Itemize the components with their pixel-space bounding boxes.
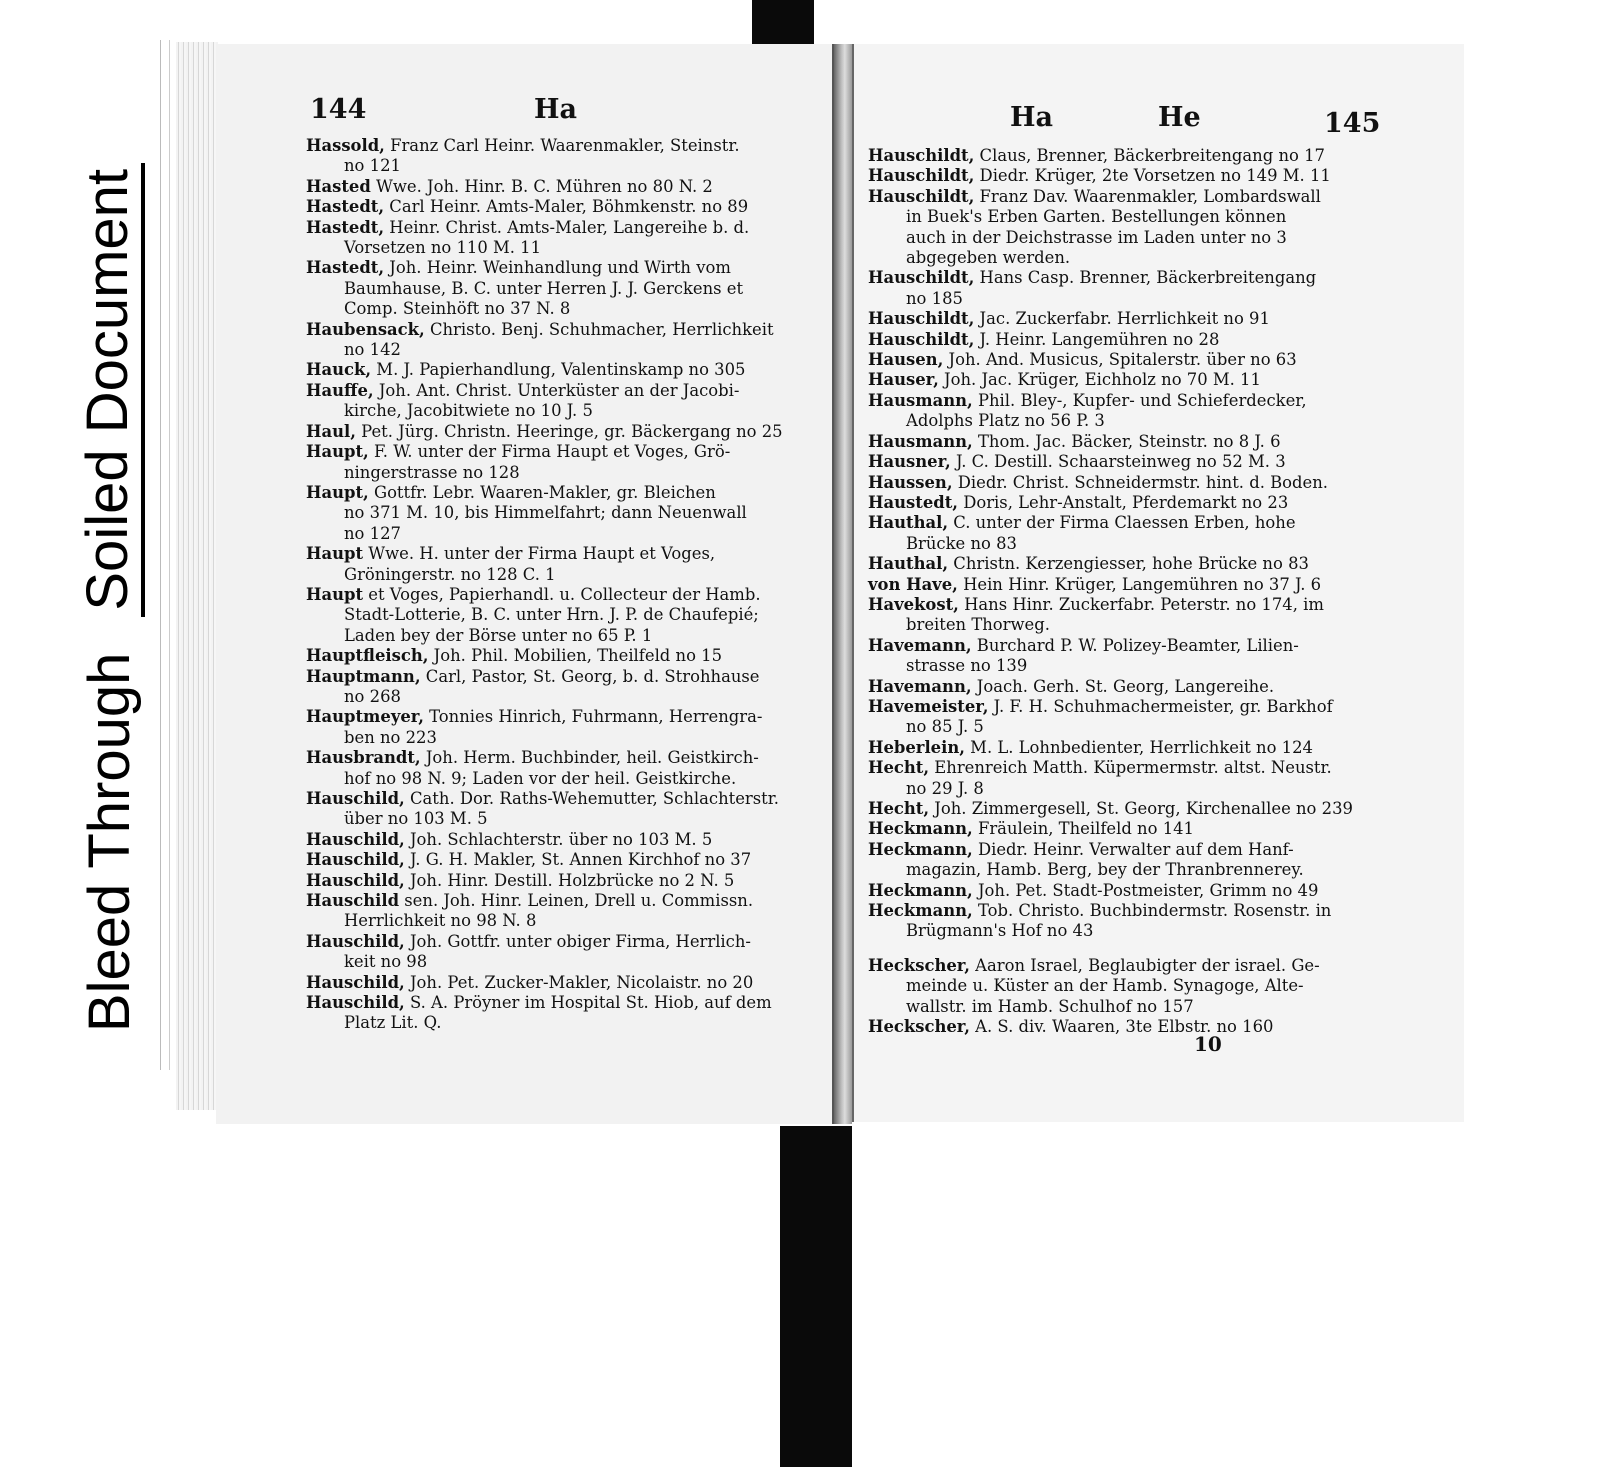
entry-details: Diedr. Heinr. Verwalter auf dem Hanf- [972, 839, 1294, 859]
entry-surname: Hausmann, [868, 390, 973, 410]
entry-details: Ehrenreich Matth. Küpermermstr. altst. Neustr. [929, 758, 1332, 778]
entry-surname: Hauser, [868, 370, 939, 390]
directory-entry [868, 840, 1368, 860]
entry-details: Cath. Dor. Raths-Wehemutter, Schlachterstr. [404, 789, 779, 808]
left-page [216, 44, 834, 1124]
entry-surname: Hastedt, [306, 197, 385, 217]
entry-details: Carl, Pastor, St. Georg, b. d. Strohhause [420, 666, 760, 686]
directory-entry [306, 973, 826, 993]
directory-entry [306, 544, 826, 564]
directory-entry [306, 707, 826, 727]
entry-details: M. J. Papierhandlung, Valentinskamp no 305 [371, 360, 746, 380]
entry-details: et Voges, Papierhandl. u. Collecteur der Hamb. [363, 584, 761, 604]
entry-details: Joh. Gottfr. unter obiger Firma, Herrlich- [404, 931, 751, 951]
right-page [852, 44, 1464, 1122]
entry-continuation: auch in der Deichstrasse im Laden unter no 3 [906, 227, 1287, 247]
entry-surname: Hausen, [868, 350, 944, 370]
entry-surname: Hausmann, [868, 431, 973, 451]
entry-surname: Haupt [306, 544, 364, 564]
entry-details: Doris, Lehr-Anstalt, Pferdemarkt no 23 [958, 492, 1289, 512]
entry-continuation: keit no 98 [344, 952, 428, 972]
directory-entry [306, 177, 826, 197]
directory-entry [868, 738, 1368, 758]
right-running-header-right: He [1158, 102, 1201, 133]
entry-surname: Hauschild, [306, 789, 405, 808]
entry-details: Joh. Hinr. Destill. Holzbrücke no 2 N. 5 [404, 870, 735, 890]
directory-entry [868, 330, 1368, 350]
entry-details: Carl Heinr. Amts-Maler, Böhmkenstr. no 89 [384, 197, 749, 217]
entry-surname: Haupt, [306, 442, 369, 462]
directory-entry [868, 513, 1368, 533]
entry-details: Jac. Zuckerfabr. Herrlichkeit no 91 [974, 309, 1270, 329]
spine-top [752, 0, 814, 44]
directory-entry [306, 585, 826, 605]
entry-continuation: Brügmann's Hof no 43 [906, 921, 1094, 941]
entry-surname: Heckscher, [868, 955, 970, 975]
entry-surname: Haupt, [306, 482, 369, 502]
entry-surname: Haubensack, [306, 319, 425, 339]
entry-surname: Havemann, [868, 676, 972, 696]
entry-surname: Hauschild, [306, 931, 405, 951]
entry-details: J. G. H. Makler, St. Annen Kirchhof no 37 [404, 850, 752, 870]
entry-surname: Heckmann, [868, 819, 973, 839]
catchword: 10 [1194, 1032, 1222, 1056]
entry-surname: Heberlein, [868, 737, 965, 757]
entry-continuation: in Buek's Erben Garten. Bestellungen können [906, 207, 1287, 227]
entry-surname: Havemeister, [868, 696, 989, 716]
entry-continuation: Adolphs Platz no 56 P. 3 [906, 411, 1105, 431]
divider-tab [160, 40, 170, 1070]
entry-continuation: no 85 J. 5 [906, 717, 984, 737]
entry-surname: Hauschild, [306, 972, 405, 992]
entry-surname: Hecht, [868, 799, 930, 818]
entry-continuation: abgegeben werden. [906, 248, 1071, 268]
entry-surname: Hauthal, [868, 513, 949, 533]
entry-surname: Hauptmann, [306, 666, 421, 686]
entry-continuation: über no 103 M. 5 [344, 809, 488, 829]
entry-continuation: Laden bey der Börse unter no 65 P. 1 [344, 625, 653, 645]
entry-details: Joh. Pet. Zucker-Makler, Nicolaistr. no 20 [404, 972, 754, 992]
entry-details: Joh. And. Musicus, Spitalerstr. über no 63 [943, 350, 1297, 370]
directory-entry [306, 646, 826, 666]
entry-continuation: hof no 98 N. 9; Laden vor der heil. Geistkirche. [344, 768, 737, 788]
directory-entry [868, 758, 1368, 778]
bleed-soiled-stamp [44, 80, 174, 1115]
directory-entry [868, 956, 1368, 976]
entry-details: J. C. Destill. Schaarsteinweg no 52 M. 3 [950, 452, 1286, 472]
directory-entry [306, 320, 826, 340]
entry-continuation: Comp. Steinhöft no 37 N. 8 [344, 299, 571, 319]
directory-entry [868, 819, 1368, 839]
entry-surname: Hauck, [306, 360, 372, 380]
entry-details: S. A. Pröyner im Hospital St. Hiob, auf dem [404, 993, 772, 1013]
entry-details: Burchard P. W. Polizey-Beamter, Lilien- [971, 635, 1299, 655]
directory-entry [868, 881, 1368, 901]
directory-entry [868, 575, 1368, 595]
directory-entry [868, 901, 1368, 921]
entry-surname: Hecht, [868, 758, 930, 778]
entry-surname: Heckmann, [868, 880, 973, 900]
entry-continuation: no 127 [344, 523, 401, 543]
directory-entry [306, 748, 826, 768]
entry-details: F. W. unter der Firma Haupt et Voges, Grö- [368, 442, 731, 462]
entry-surname: Hausner, [868, 452, 951, 472]
entry-continuation: no 29 J. 8 [906, 778, 984, 798]
entry-details: Diedr. Krüger, 2te Vorsetzen no 149 M. 11 [974, 166, 1331, 186]
entry-continuation: Herrlichkeit no 98 N. 8 [344, 911, 537, 931]
entry-details: Joh. Phil. Mobilien, Theilfeld no 15 [428, 646, 723, 666]
book-gutter [834, 44, 852, 1124]
entry-continuation: wallstr. im Hamb. Schulhof no 157 [906, 996, 1194, 1016]
entry-continuation: Gröningerstr. no 128 C. 1 [344, 564, 556, 584]
entry-surname: Hasted [306, 176, 371, 196]
entry-surname: Hauschildt, [868, 268, 975, 288]
entry-surname: Hauschildt, [868, 146, 975, 165]
entry-surname: Hauschild, [306, 850, 405, 870]
entry-details: Hans Hinr. Zuckerfabr. Peterstr. no 174, im [958, 594, 1324, 614]
directory-entry [306, 197, 826, 217]
right-running-header-left: Ha [1010, 102, 1054, 133]
entry-continuation: Platz Lit. Q. [344, 1013, 442, 1033]
entry-details: J. Heinr. Langemühren no 28 [974, 329, 1220, 349]
entry-surname: Hauschildt, [868, 329, 975, 349]
entry-surname: Haustedt, [868, 492, 958, 512]
entry-surname: Hauschildt, [868, 186, 975, 206]
directory-entry [306, 891, 826, 911]
left-running-header: Ha [534, 94, 578, 125]
entry-continuation: Stadt-Lotterie, B. C. unter Hrn. J. P. de Chaufepié; [344, 605, 759, 625]
entry-continuation: breiten Thorweg. [906, 615, 1050, 635]
entry-details: Joh. Jac. Krüger, Eichholz no 70 M. 11 [938, 370, 1261, 390]
entry-details: J. F. H. Schuhmachermeister, gr. Barkhof [988, 696, 1333, 716]
entry-details: C. unter der Firma Claessen Erben, hohe [948, 513, 1296, 533]
directory-entry [306, 871, 826, 891]
entry-surname: Hauschildt, [868, 166, 975, 186]
directory-entry [868, 493, 1368, 513]
entry-surname: Hastedt, [306, 217, 385, 237]
directory-entry [868, 309, 1368, 329]
page-edge-stack [176, 42, 218, 1110]
entry-surname: Hauschild, [306, 829, 405, 849]
entry-surname: Haul, [306, 421, 356, 441]
entry-continuation: no 121 [344, 156, 401, 176]
entry-details: Wwe. H. unter der Firma Haupt et Voges, [363, 544, 716, 564]
entry-details: Joach. Gerh. St. Georg, Langereihe. [971, 676, 1275, 696]
entry-details: Phil. Bley-, Kupfer- und Schieferdecker, [972, 390, 1307, 410]
entry-surname: Hauptmeyer, [306, 707, 424, 727]
entry-details: Joh. Herm. Buchbinder, heil. Geistkirch- [420, 748, 759, 768]
directory-entry [306, 830, 826, 850]
entry-details: Tonnies Hinrich, Fuhrmann, Herrengra- [423, 707, 763, 727]
directory-entry [868, 432, 1368, 452]
entry-details: Diedr. Christ. Schneidermstr. hint. d. Boden. [952, 472, 1328, 492]
entry-continuation: kirche, Jacobitwiete no 10 J. 5 [344, 401, 593, 421]
entry-surname: Havekost, [868, 594, 959, 614]
directory-entry [306, 136, 826, 156]
entry-continuation: Vorsetzen no 110 M. 11 [344, 238, 542, 258]
directory-entry [868, 636, 1368, 656]
directory-entry [306, 360, 826, 380]
entry-details: Gottfr. Lebr. Waaren-Makler, gr. Bleichen [368, 482, 716, 502]
entry-continuation: no 268 [344, 686, 401, 706]
directory-entry [868, 391, 1368, 411]
entry-details: Joh. Pet. Stadt-Postmeister, Grimm no 49 [972, 880, 1319, 900]
right-page-number: 145 [1324, 108, 1381, 139]
directory-entry [306, 993, 826, 1013]
stamp-label [44, 80, 174, 1115]
directory-entry [868, 697, 1368, 717]
directory-entry [868, 350, 1368, 370]
right-entry-list [868, 146, 1368, 1037]
entry-surname: Heckscher, [868, 1017, 970, 1037]
entry-details: Fräulein, Theilfeld no 141 [972, 819, 1194, 839]
stamp-bleed-text: Bleed Through [76, 652, 142, 1033]
entry-details: Joh. Zimmergesell, St. Georg, Kirchenallee no 239 [929, 799, 1353, 818]
directory-entry [868, 166, 1368, 186]
entry-details: Joh. Schlachterstr. über no 103 M. 5 [404, 829, 713, 849]
entry-details: Thom. Jac. Bäcker, Steinstr. no 8 J. 6 [972, 431, 1281, 451]
entry-surname: von Have, [868, 574, 958, 594]
entry-surname: Hauschild, [306, 870, 405, 890]
directory-entry [868, 473, 1368, 493]
left-entry-list [306, 136, 826, 1034]
spine-bottom [780, 1126, 852, 1467]
directory-entry [868, 554, 1368, 574]
directory-entry [306, 381, 826, 401]
entry-surname: Haussen, [868, 472, 953, 492]
directory-entry [868, 146, 1368, 166]
entry-details: Hans Casp. Brenner, Bäckerbreitengang [974, 268, 1317, 288]
entry-details: Joh. Ant. Christ. Unterküster an der Jacobi- [373, 380, 740, 400]
directory-entry [306, 422, 826, 442]
entry-continuation: Baumhause, B. C. unter Herren J. J. Gerckens et [344, 278, 744, 298]
entry-continuation: no 371 M. 10, bis Himmelfahrt; dann Neuenwall [344, 503, 747, 523]
directory-entry [306, 483, 826, 503]
directory-entry [868, 1017, 1368, 1037]
entry-surname: Hauthal, [868, 554, 949, 574]
directory-entry [306, 442, 826, 462]
entry-continuation: no 185 [906, 288, 963, 308]
entry-continuation: magazin, Hamb. Berg, bey der Thranbrennerey. [906, 860, 1304, 880]
entry-details: Wwe. Joh. Hinr. B. C. Mühren no 80 N. 2 [370, 176, 713, 196]
directory-entry [868, 677, 1368, 697]
directory-entry [306, 258, 826, 278]
entry-surname: Hauptfleisch, [306, 646, 429, 666]
entry-continuation: ningerstrasse no 128 [344, 462, 520, 482]
directory-entry [306, 218, 826, 238]
directory-entry [868, 268, 1368, 288]
directory-entry [868, 452, 1368, 472]
directory-entry [868, 370, 1368, 390]
entry-details: Franz Dav. Waarenmakler, Lombardswall [974, 186, 1321, 206]
directory-entry [868, 595, 1368, 615]
entry-surname: Heckmann, [868, 839, 973, 859]
left-page-number: 144 [310, 94, 367, 125]
directory-entry [868, 799, 1368, 819]
entry-continuation: meinde u. Küster an der Hamb. Synagoge, Alte- [906, 976, 1304, 996]
entry-surname: Hassold, [306, 136, 385, 155]
entry-details: Franz Carl Heinr. Waarenmakler, Steinstr. [384, 136, 740, 155]
entry-details: Hein Hinr. Krüger, Langemühren no 37 J. 6 [957, 574, 1322, 594]
entry-details: Joh. Heinr. Weinhandlung und Wirth vom [384, 258, 731, 278]
entry-surname: Hauschild [306, 891, 400, 911]
stamp-soiled-text: Soiled Document [74, 163, 145, 617]
entry-surname: Havemann, [868, 635, 972, 655]
entry-details: Tob. Christo. Buchbindermstr. Rosenstr. in [972, 901, 1332, 921]
entry-surname: Haupt [306, 584, 364, 604]
directory-entry [868, 187, 1368, 207]
entry-details: Christn. Kerzengiesser, hohe Brücke no 83 [948, 554, 1309, 574]
entry-continuation: no 142 [344, 340, 401, 360]
entry-details: M. L. Lohnbedienter, Herrlichkeit no 124 [964, 737, 1313, 757]
entry-surname: Heckmann, [868, 901, 973, 921]
entry-details: A. S. div. Waaren, 3te Elbstr. no 160 [969, 1017, 1274, 1037]
entry-surname: Hauschild, [306, 993, 405, 1013]
entry-details: Pet. Jürg. Christn. Heeringe, gr. Bäckergang no 25 [355, 421, 783, 441]
entry-details: Heinr. Christ. Amts-Maler, Langereihe b. d. [384, 217, 750, 237]
entry-continuation: strasse no 139 [906, 656, 1028, 676]
entry-surname: Hauschildt, [868, 309, 975, 329]
directory-entry [306, 850, 826, 870]
entry-surname: Hastedt, [306, 258, 385, 278]
directory-entry [306, 667, 826, 687]
entry-details: Christo. Benj. Schuhmacher, Herrlichkeit [424, 319, 774, 339]
entry-surname: Hausbrandt, [306, 748, 421, 768]
entry-details: Aaron Israel, Beglaubigter der israel. Ge- [969, 955, 1320, 975]
directory-entry [306, 789, 826, 809]
entry-surname: Hauffe, [306, 380, 374, 400]
entry-details: Claus, Brenner, Bäckerbreitengang no 17 [974, 146, 1325, 165]
directory-entry [306, 932, 826, 952]
entry-details: sen. Joh. Hinr. Leinen, Drell u. Commissn. [399, 891, 754, 911]
entry-continuation: Brücke no 83 [906, 533, 1017, 553]
entry-continuation: ben no 223 [344, 727, 437, 747]
